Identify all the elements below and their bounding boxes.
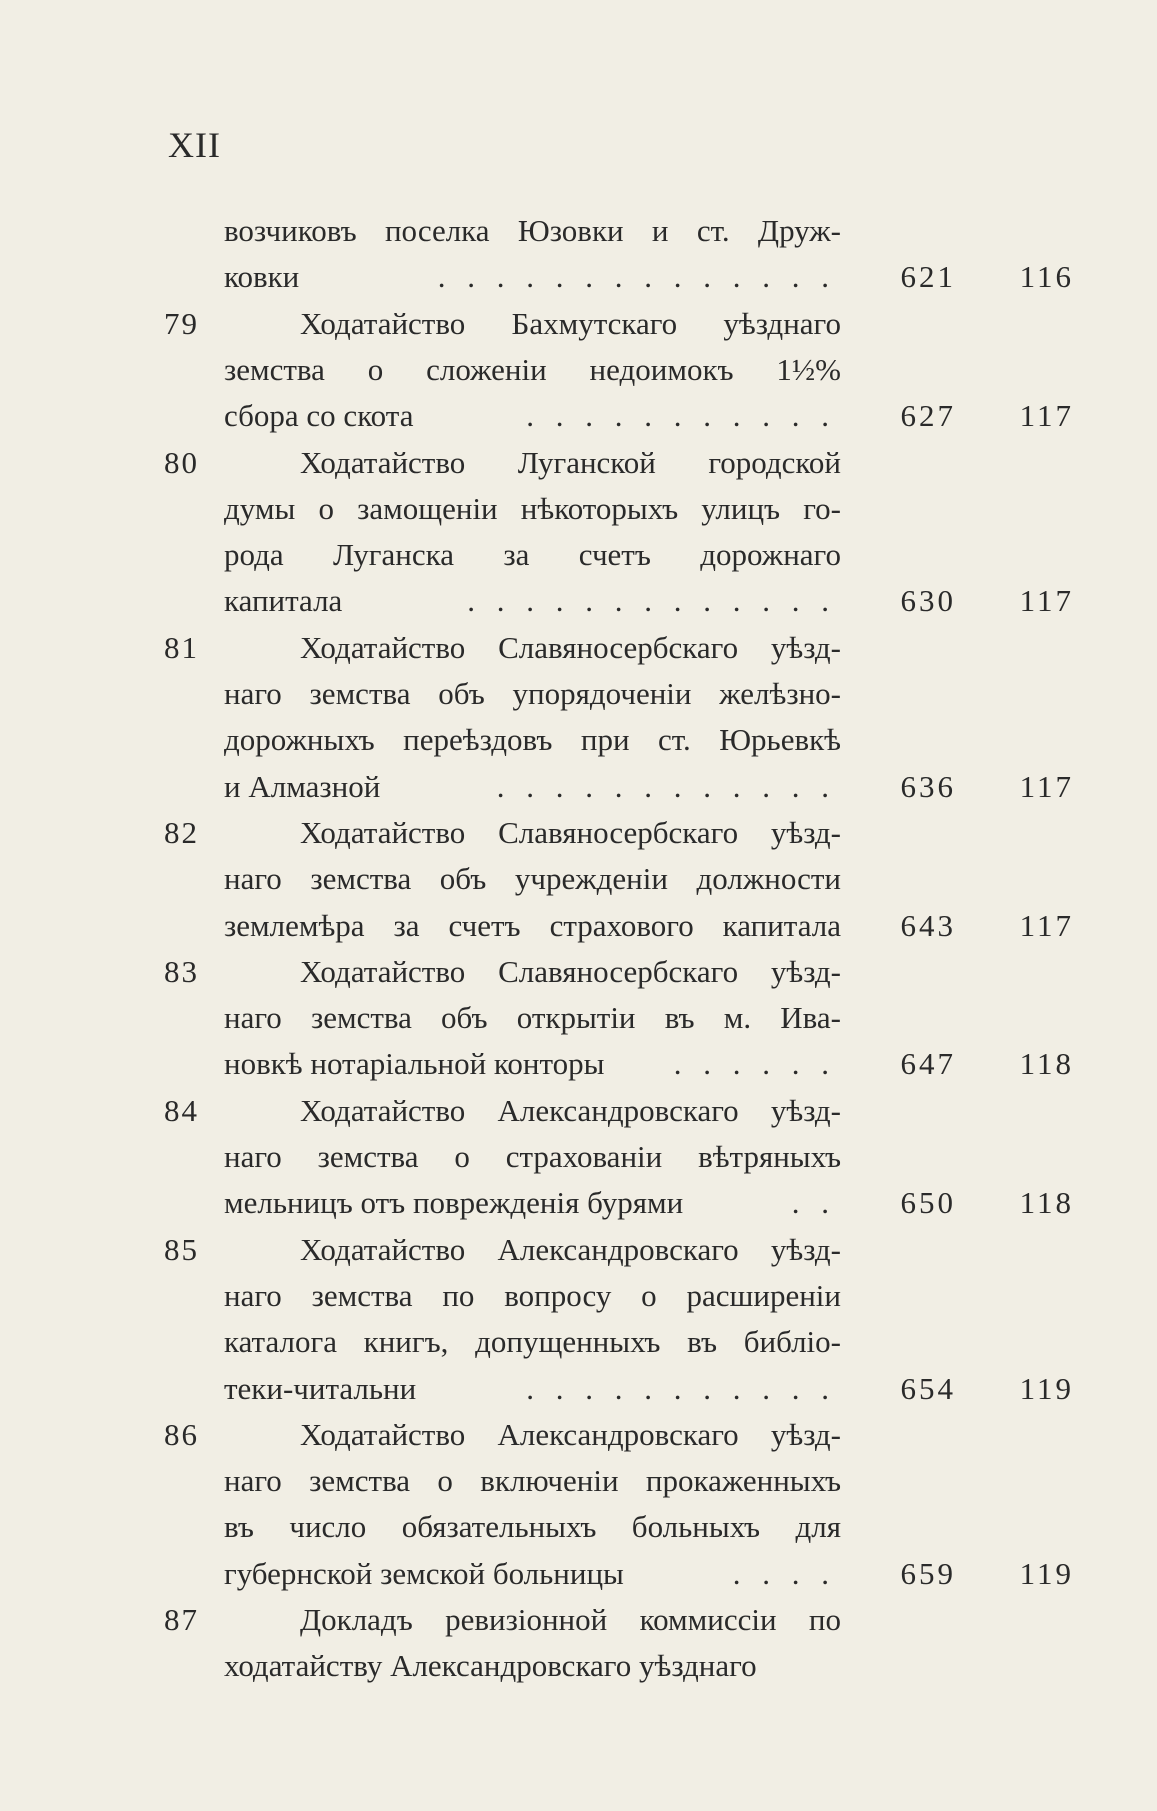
page-ref: 627 (900, 398, 956, 434)
entry-number: 85 (164, 1231, 199, 1267)
toc-line (0, 903, 1157, 949)
entry-number: 82 (164, 814, 199, 850)
entry-text: капитала (224, 583, 343, 619)
article-ref: 116 (1019, 259, 1074, 295)
leader-dots: . . (791, 1185, 836, 1221)
entry-text: Ходатайство Славяносербскаго уѣзд- (300, 814, 841, 850)
page-ref: 643 (900, 907, 956, 943)
entry-text: мельницъ отъ поврежденія бурями (224, 1185, 684, 1221)
toc-line (0, 440, 1157, 486)
toc-line (0, 1458, 1157, 1504)
page-ref: 659 (900, 1555, 956, 1591)
article-ref: 117 (1019, 583, 1074, 619)
entry-text: Ходатайство Александровскаго уѣзд- (300, 1231, 841, 1267)
toc-line (0, 1412, 1157, 1458)
entry-text: ходатайству Александровскаго уѣзднаго (224, 1648, 757, 1684)
leader-dots: . . . . . . . . . . . . . (467, 583, 836, 619)
page-ref: 647 (900, 1046, 956, 1082)
toc-line (0, 810, 1157, 856)
toc-line (0, 486, 1157, 532)
page-ref: 621 (900, 259, 956, 295)
entry-text: ковки (224, 259, 300, 295)
entry-text: новкѣ нотаріальной конторы (224, 1046, 605, 1082)
entry-number: 83 (164, 953, 199, 989)
toc-line (0, 625, 1157, 671)
toc-line (0, 1088, 1157, 1134)
page-number: XII (168, 125, 221, 165)
entry-text: Ходатайство Бахмутскаго уѣзднаго (300, 305, 841, 341)
page-ref: 630 (900, 583, 956, 619)
leader-dots: . . . . . . . . . . . . (496, 768, 836, 804)
leader-dots: . . . . . . (673, 1046, 836, 1082)
toc-line (0, 532, 1157, 578)
entry-text: дорожныхъ переѣздовъ при ст. Юрьевкѣ (224, 722, 841, 758)
entry-text: и Алмазной (224, 768, 381, 804)
entry-text: наго земства по вопросу о расширеніи (224, 1277, 841, 1313)
article-ref: 118 (1019, 1046, 1074, 1082)
entry-text: думы о замощеніи нѣкоторыхъ улицъ го- (224, 490, 841, 526)
toc-line (0, 347, 1157, 393)
leader-dots: . . . . . . . . . . . (526, 398, 836, 434)
toc-line (0, 949, 1157, 995)
entry-number: 81 (164, 629, 199, 665)
entry-text: наго земства о страхованіи вѣтряныхъ (224, 1139, 841, 1174)
toc-line (0, 1643, 1157, 1689)
toc-line (0, 1273, 1157, 1319)
article-ref: 118 (1019, 1185, 1074, 1221)
entry-text: рода Луганска за счетъ дорожнаго (224, 537, 841, 573)
toc-line (0, 717, 1157, 763)
toc-line (0, 208, 1157, 254)
page-ref: 650 (900, 1185, 956, 1221)
entry-number: 79 (164, 305, 199, 341)
toc-line (0, 254, 1157, 300)
toc-line (0, 1134, 1157, 1180)
entry-text: Ходатайство Славяносербскаго уѣзд- (300, 629, 841, 665)
entry-text: наго земства объ учрежденіи должности (224, 861, 841, 897)
article-ref: 119 (1019, 1370, 1074, 1406)
entry-text: теки-читальни (224, 1370, 417, 1406)
toc-line (0, 1319, 1157, 1365)
page-ref: 654 (900, 1370, 956, 1406)
toc-line (0, 856, 1157, 902)
toc-line (0, 301, 1157, 347)
entry-text: губернской земской больницы (224, 1555, 624, 1591)
article-ref: 117 (1019, 907, 1074, 943)
toc-line (0, 671, 1157, 717)
entry-text: Ходатайство Славяносербскаго уѣзд- (300, 953, 841, 989)
entry-text: земства о сложеніи недоимокъ 1½% (224, 351, 841, 387)
entry-number: 80 (164, 444, 199, 480)
entry-text: Докладъ ревизіонной коммиссіи по (300, 1602, 841, 1637)
toc-line (0, 1180, 1157, 1226)
leader-dots: . . . . (732, 1555, 836, 1591)
entry-text: наго земства объ упорядоченіи желѣзно- (224, 676, 841, 711)
leader-dots: . . . . . . . . . . . (526, 1370, 836, 1406)
page-ref: 636 (900, 768, 956, 804)
entry-text: наго земства объ открытіи въ м. Ива- (224, 1000, 841, 1036)
article-ref: 117 (1019, 768, 1074, 804)
toc-line (0, 1551, 1157, 1597)
entry-text: возчиковъ поселка Юзовки и ст. Друж- (224, 213, 841, 248)
toc-line (0, 764, 1157, 810)
entry-text: наго земства о включеніи прокаженныхъ (224, 1463, 841, 1499)
toc-line (0, 995, 1157, 1041)
entry-number: 84 (164, 1092, 199, 1128)
article-ref: 119 (1019, 1555, 1074, 1591)
entry-text: Ходатайство Луганской городской (300, 444, 841, 480)
entry-number: 86 (164, 1416, 199, 1452)
entry-text: въ число обязательныхъ больныхъ для (224, 1509, 841, 1545)
entry-text: сбора со скота (224, 398, 414, 434)
article-ref: 117 (1019, 398, 1074, 434)
toc-line (0, 1227, 1157, 1273)
entry-text: Ходатайство Александровскаго уѣзд- (300, 1416, 841, 1452)
leader-dots: . . . . . . . . . . . . . . (437, 259, 836, 295)
toc-line (0, 1504, 1157, 1550)
entry-number: 87 (164, 1602, 199, 1637)
toc-line (0, 578, 1157, 624)
toc-line (0, 1366, 1157, 1412)
toc-line (0, 1041, 1157, 1087)
entry-text: Ходатайство Александровскаго уѣзд- (300, 1092, 841, 1128)
toc-line (0, 393, 1157, 439)
entry-text: землемѣра за счетъ страхового капитала (224, 907, 841, 943)
toc-line (0, 1597, 1157, 1643)
entry-text: каталога книгъ, допущенныхъ въ библіо- (224, 1324, 841, 1360)
